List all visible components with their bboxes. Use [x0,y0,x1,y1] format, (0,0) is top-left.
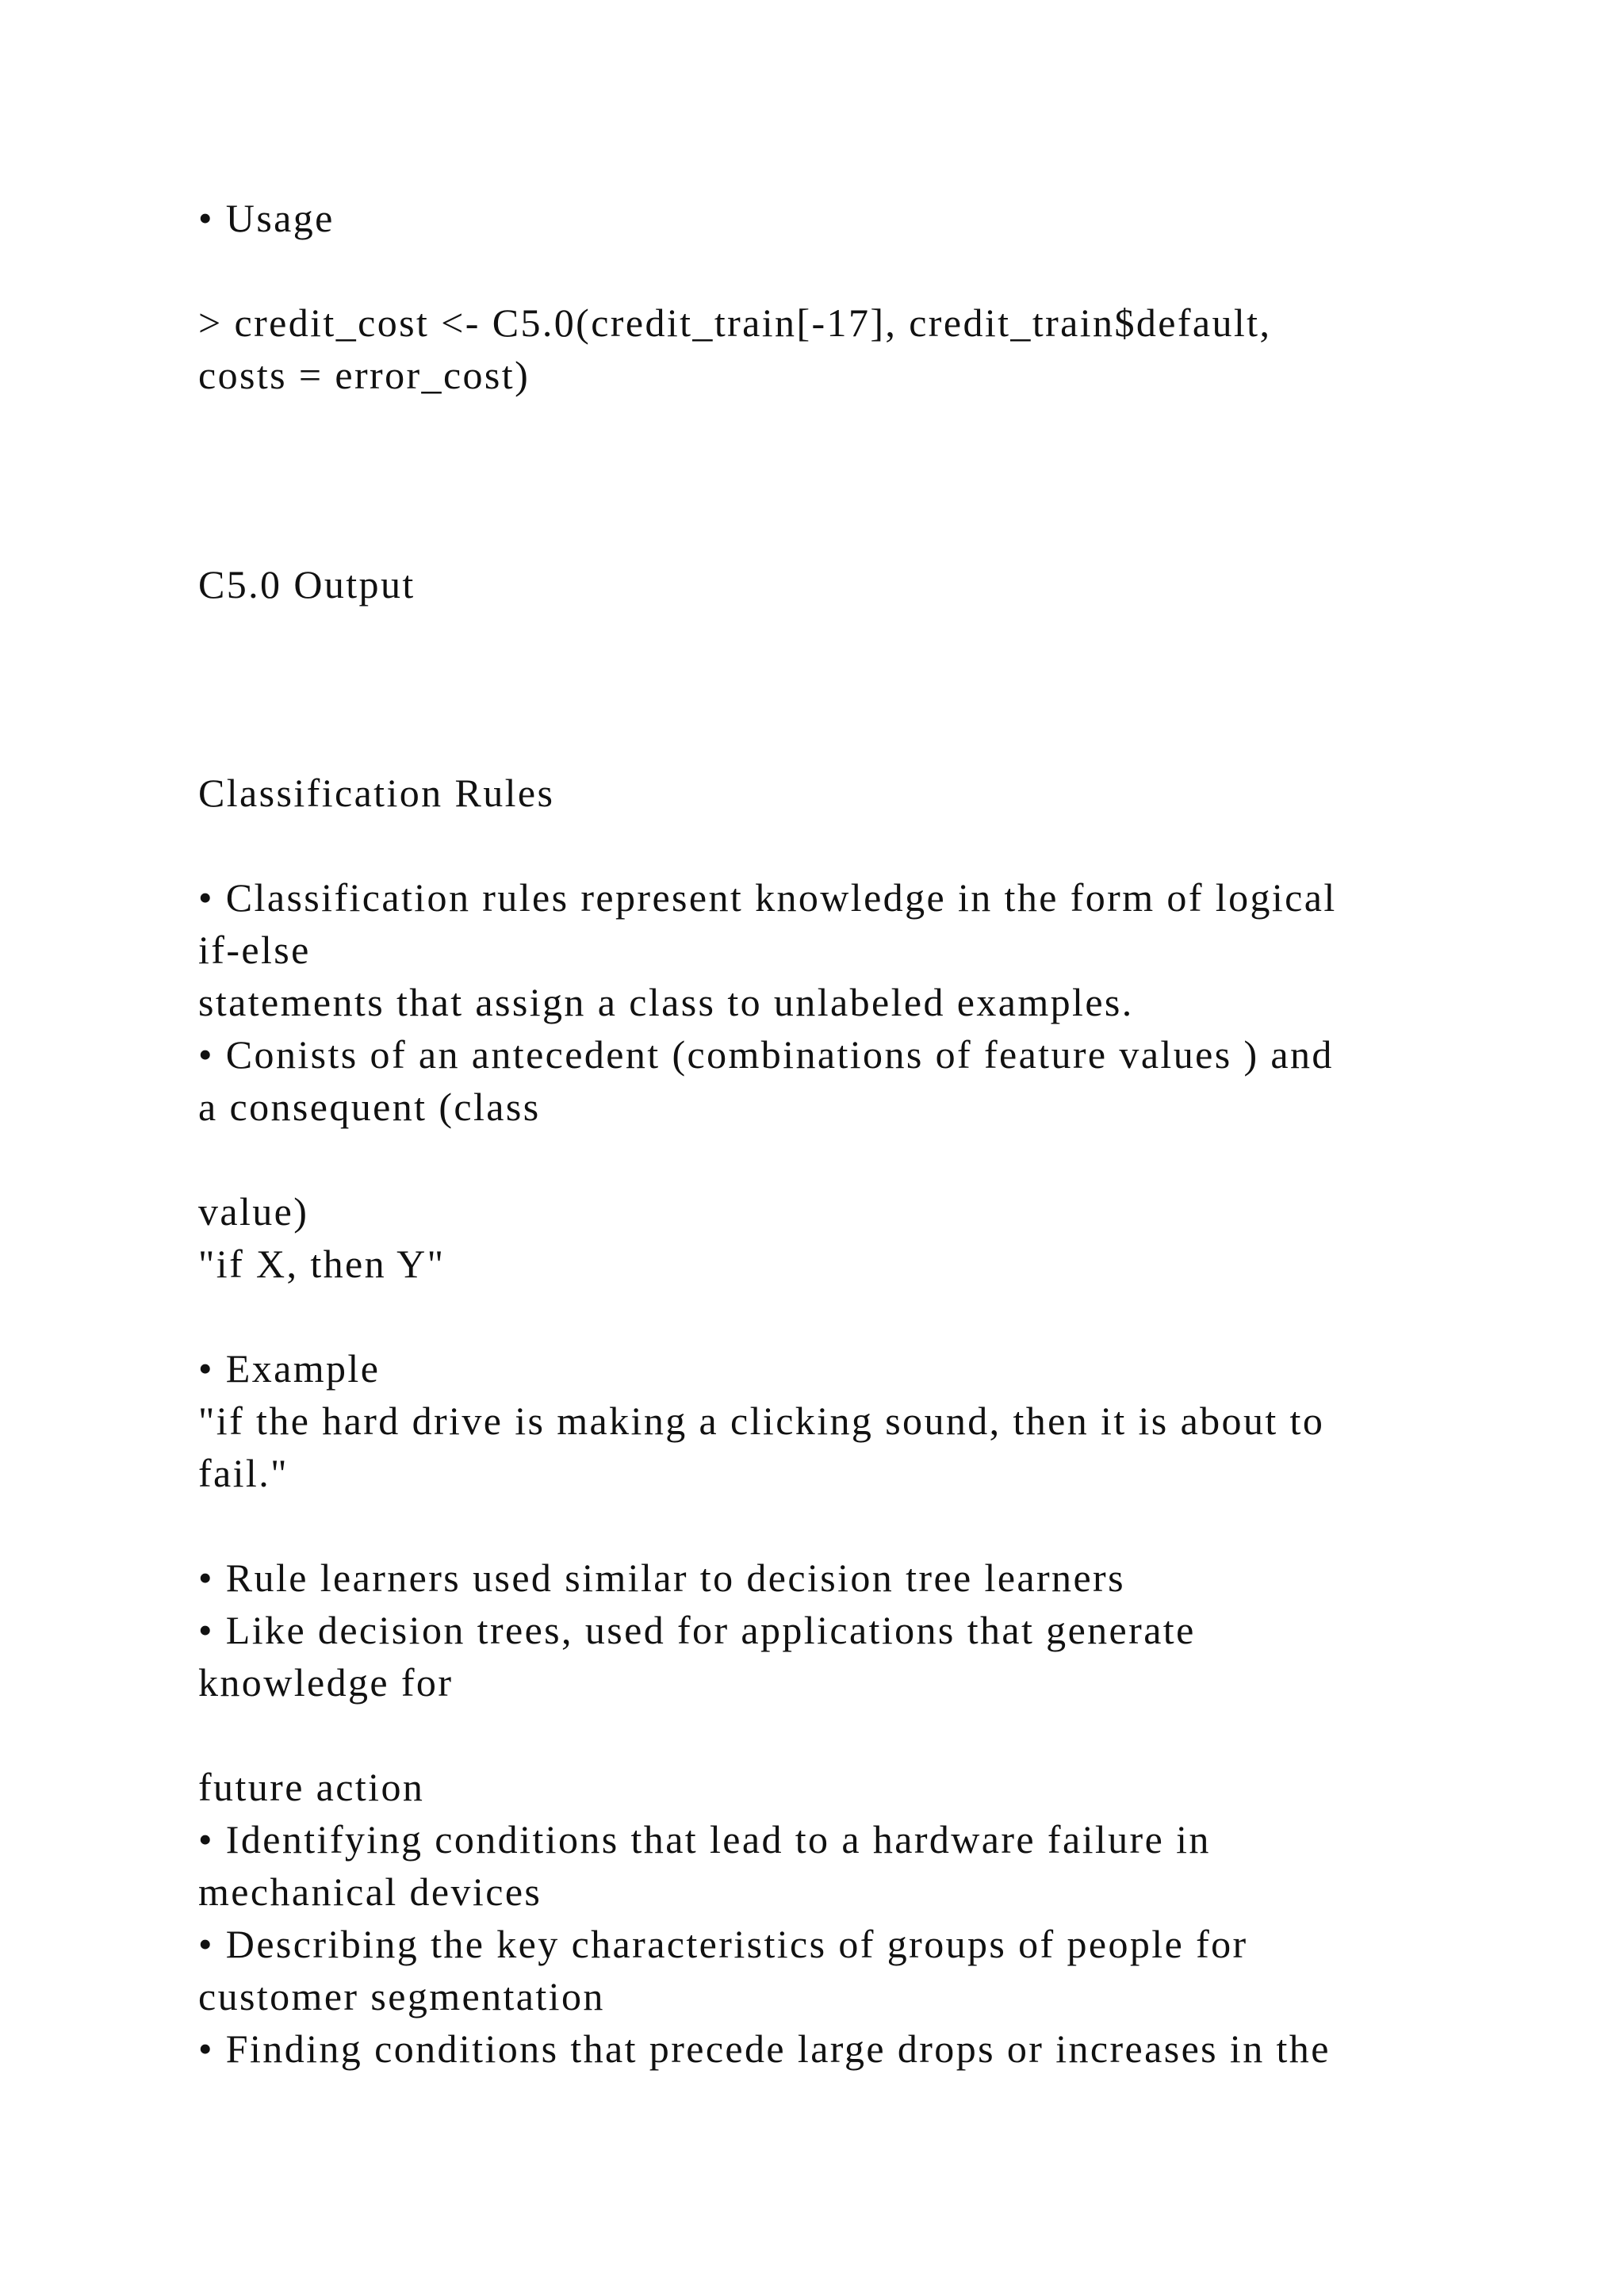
paragraph-line: value) [198,1189,309,1234]
paragraph-line: • Finding conditions that precede large drops or increases in the [198,2026,1331,2071]
paragraph-line: customer segmentation [198,1974,605,2019]
bullet-usage: • Usage [198,196,335,240]
paragraph-line: "if the hard drive is making a clicking sound, then it is about to [198,1399,1325,1443]
paragraph-line: • Identifying conditions that lead to a hardware failure in [198,1817,1211,1862]
paragraph-line: • Classification rules represent knowledge in the form of logical [198,875,1337,920]
code-line-2: costs = error_cost) [198,353,530,397]
bullet-example: • Example [198,1346,381,1391]
paragraph-line: future action [198,1765,425,1809]
paragraph-line: statements that assign a class to unlabeled examples. [198,980,1134,1024]
paragraph-line: fail." [198,1451,289,1495]
paragraph-line: a consequent (class [198,1085,541,1129]
section-heading-classification-rules: Classification Rules [198,771,555,815]
paragraph-line: "if X, then Y" [198,1242,446,1286]
paragraph-line: • Rule learners used similar to decision tree learners [198,1556,1125,1600]
paragraph-line: knowledge for [198,1660,454,1705]
paragraph-line: • Describing the key characteristics of groups of people for [198,1922,1248,1966]
code-line-1: > credit_cost <- C5.0(credit_train[-17], credit_train$default, [198,300,1272,345]
paragraph-line: • Like decision trees, used for applications that generate [198,1608,1196,1652]
paragraph-line: • Conists of an antecedent (combinations of feature values ) and [198,1032,1334,1077]
paragraph-line: mechanical devices [198,1869,542,1914]
section-heading-c50-output: C5.0 Output [198,562,416,607]
paragraph-line: if-else [198,928,311,972]
